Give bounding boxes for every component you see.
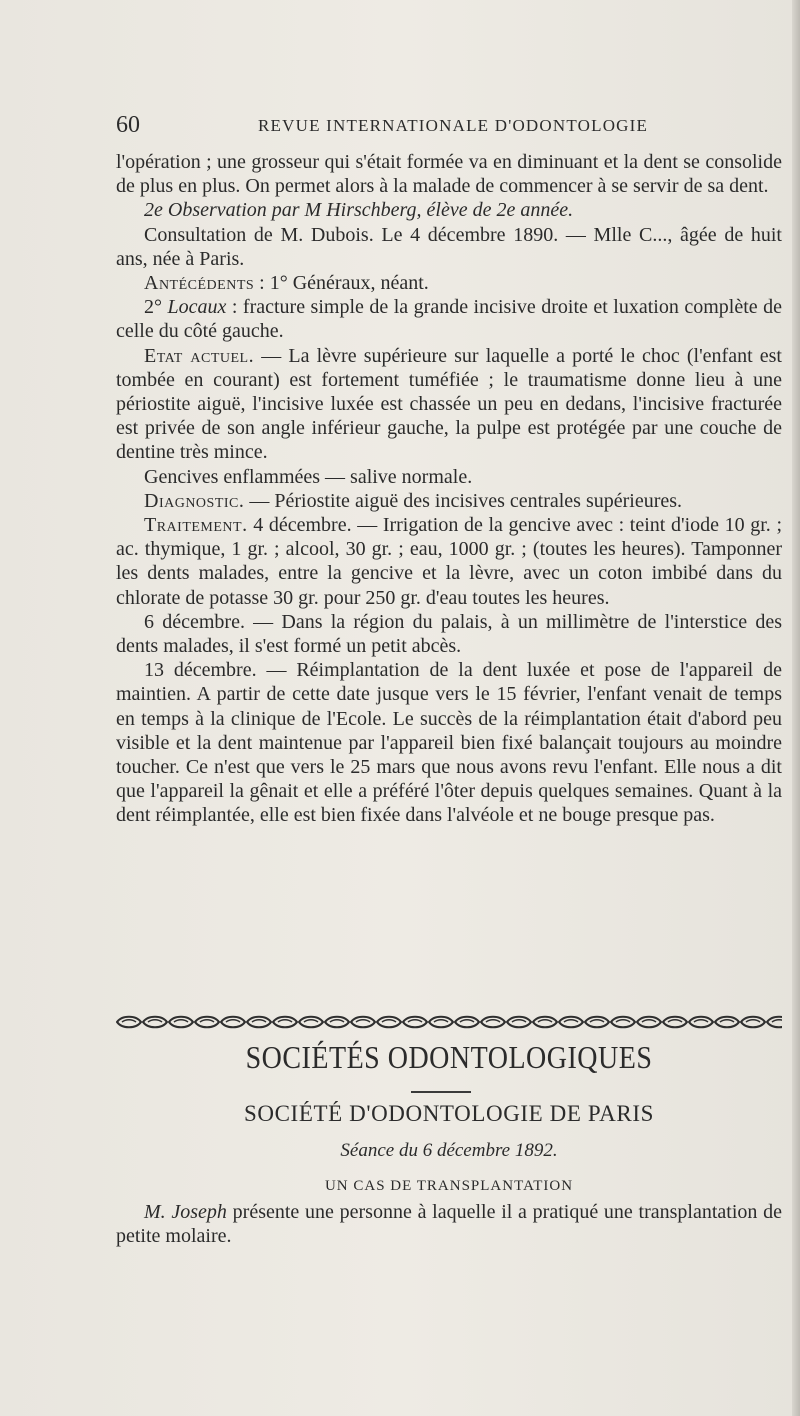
paragraph-13-decembre: 13 décembre. — Réimplantation de la dent luxée et pose de l'appareil de maintien. A partir de cette date jusque vers le 15 février, l'enfant venait de temps en temps à la clinique de l'Ecole. Le succès de la réimplantation était d'abord peu visible et la dent maintenue par l'appareil bien fixé balançait toujours au moindre toucher. Ce n'est que vers le 25 mars que nous avons revu l'enfant. Elle nous a dit que l'appareil la gênait et elle a préféré l'ôter depuis quelques semaines. Quant à la dent réimplantée, elle est bien fixée dans l'alvéole et ne bouge presque pas. (116, 659, 782, 827)
paragraph-antecedents (116, 271, 782, 295)
observation-heading: 2e Observation par M Hirschberg, élève de 2e année. (144, 199, 574, 222)
page-number: 60 (116, 112, 140, 138)
etat-label: Etat actuel. (144, 344, 255, 367)
locaux-lead: 2° (144, 296, 168, 319)
journal-title: REVUE INTERNATIONALE D'ODONTOLOGIE (258, 116, 649, 135)
paragraph-joseph (116, 1200, 782, 1248)
final-paragraph-block (116, 1200, 782, 1248)
ornamental-rule (116, 1013, 782, 1031)
session-date: Séance du 6 décembre 1892. (340, 1140, 558, 1161)
paragraph-locaux (116, 295, 782, 343)
case-title: UN CAS DE TRANSPLANTATION (324, 1178, 574, 1194)
section-title: SOCIÉTÉS ODONTOLOGIQUES (245, 1040, 653, 1077)
antecedents-label: Antécédents (144, 272, 255, 295)
paragraph-6-decembre: 6 décembre. — Dans la région du palais, à un millimètre de l'interstice des dents malades, il s'est formé un petit abcès. (116, 610, 782, 658)
paragraph-consultation: Consultation de M. Dubois. Le 4 décembre 1890. — Mlle C..., âgée de huit ans, née à Paris. (116, 223, 782, 270)
traitement-label: Traitement. (144, 514, 248, 537)
paragraph-gencives: Gencives enflammées — salive normale. (144, 465, 473, 488)
diagnostic-label: Diagnostic. (144, 489, 245, 512)
page-edge (792, 0, 800, 1416)
short-rule (411, 1091, 471, 1093)
paragraph-etat (116, 344, 782, 465)
locaux-label: Locaux (167, 296, 227, 319)
etat-text: — La lèvre supérieure sur laquelle a porté le choc (l'enfant est tombée en courant) est fortement tuméfiée ; le traumatisme donne lieu à une périostite aiguë, l'incisive luxée est chassée un peu en dedans, l'incisive fracturée est privée de son angle inférieur gauche, la pulpe est protégée par une couche de dentine très mince. (116, 344, 782, 464)
running-head (116, 112, 784, 142)
society-title: SOCIÉTÉ D'ODONTOLOGIE DE PARIS (244, 1101, 654, 1126)
article-body (116, 150, 782, 828)
paragraph-operation: l'opération ; une grosseur qui s'était formée va en diminuant et la dent se consolide de plus en plus. On permet alors à la malade de commencer à se servir de sa dent. (116, 151, 782, 198)
paragraph-traitement (116, 513, 782, 610)
speaker-text: présente une personne à laquelle il a pratiqué une transplantation de petite molaire. (116, 1201, 782, 1248)
diagnostic-text: — Périostite aiguë des incisives centrales supérieures. (244, 489, 683, 512)
locaux-text: : fracture simple de la grande incisive droite et luxation complète de celle du côté gauche. (116, 296, 782, 343)
antecedents-text: : 1° Généraux, néant. (254, 272, 429, 295)
speaker-name: M. Joseph (144, 1201, 227, 1223)
paragraph-diagnostic (116, 489, 782, 513)
traitement-text: 4 décembre. — Irrigation de la gencive avec : teint d'iode 10 gr. ; ac. thymique, 1 gr. ; alcool, 30 gr. ; eau, 1000 gr. ; (toutes les heures). Tamponner les dents malades, entre la gencive et la lèvre, avec un coton imbibé dans du chlorate de potasse 30 gr. pour 250 gr. d'eau toutes les heures. (116, 514, 782, 609)
